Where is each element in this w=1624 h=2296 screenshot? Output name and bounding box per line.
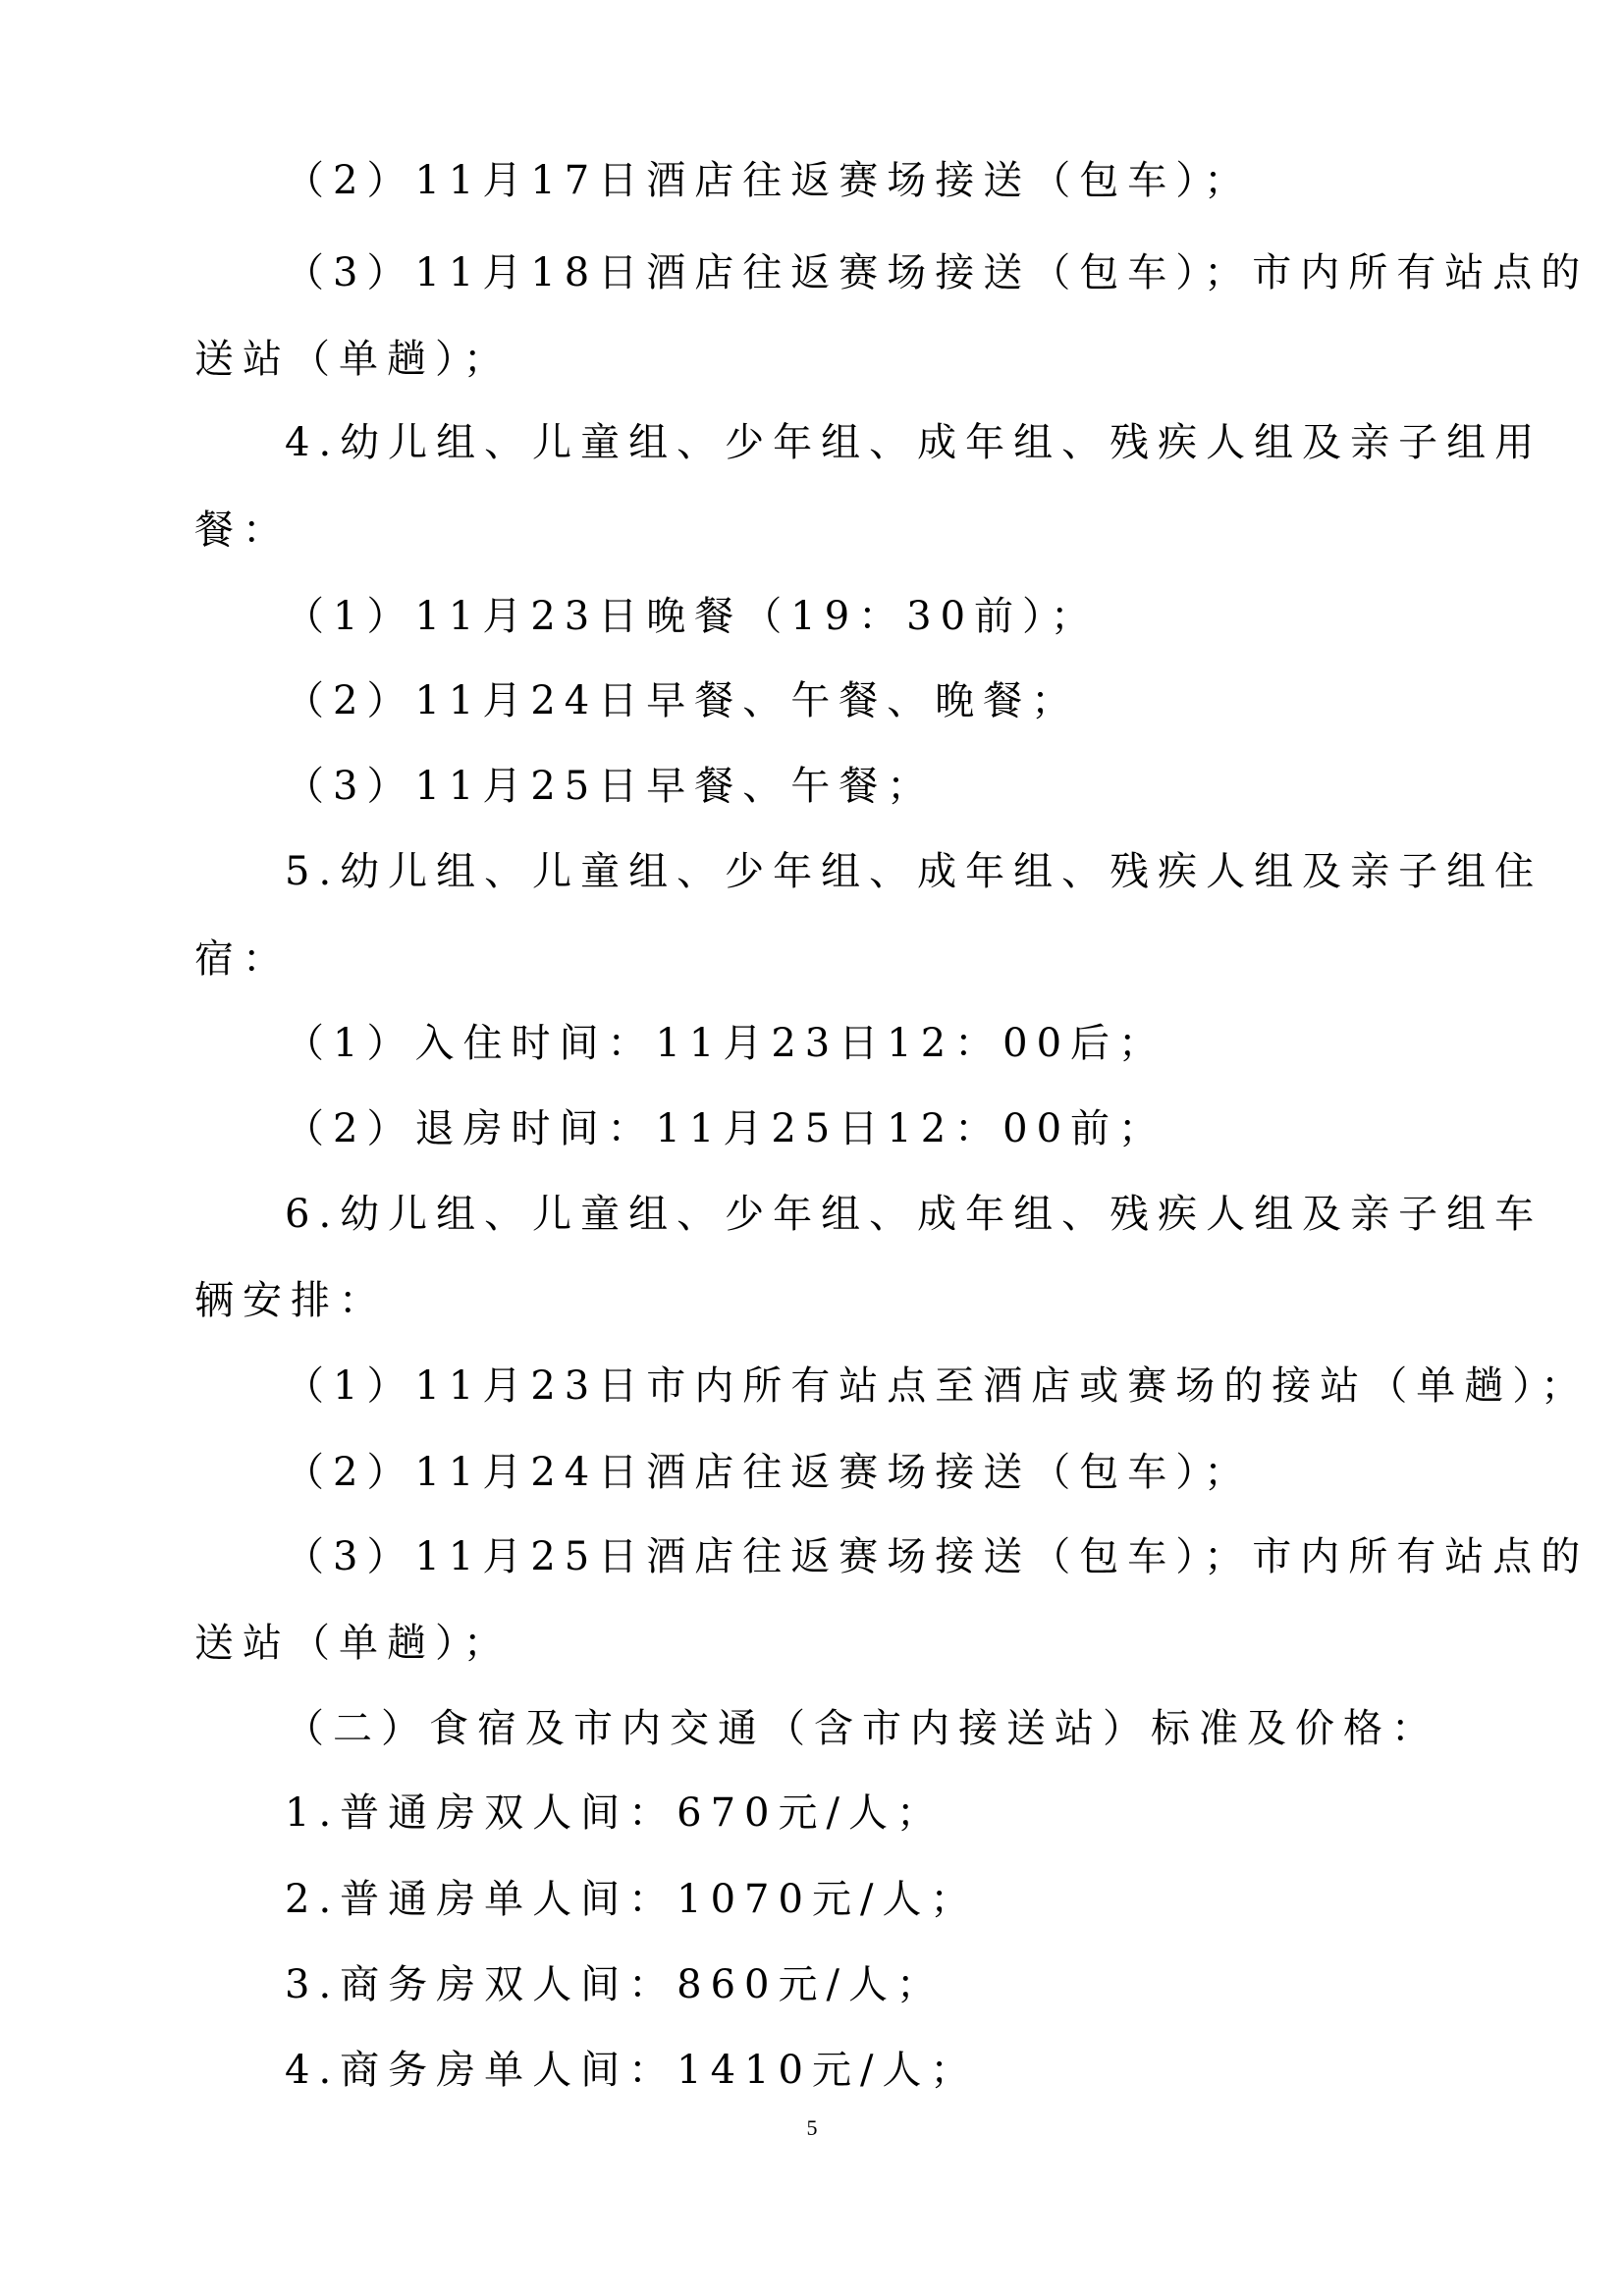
text-line: （1）入住时间：11月23日12：00后；: [285, 1021, 1167, 1066]
text-line: （1）11月23日市内所有站点至酒店或赛场的接站（单趟）；: [285, 1363, 1590, 1409]
text-line: 辆安排：: [194, 1278, 387, 1323]
text-line: 6.幼儿组、儿童组、少年组、成年组、残疾人组及亲子组车: [285, 1192, 1543, 1237]
text-line: 4.幼儿组、儿童组、少年组、成年组、残疾人组及亲子组用: [285, 420, 1543, 465]
text-line: （3）11月25日早餐、午餐；: [285, 764, 936, 809]
text-line: （3）11月25日酒店往返赛场接送（包车）；市内所有站点的: [285, 1534, 1590, 1579]
text-line: 送站（单趟）；: [194, 1621, 512, 1666]
text-line: （二）食宿及市内交通（含市内接送站）标准及价格：: [285, 1706, 1439, 1751]
text-line: 4.商务房单人间：1410元/人；: [285, 2048, 979, 2093]
text-line: （1）11月23日晚餐（19：30前）；: [285, 594, 1100, 639]
text-line: 送站（单趟）；: [194, 337, 512, 382]
text-line: 5.幼儿组、儿童组、少年组、成年组、残疾人组及亲子组住: [285, 849, 1543, 894]
text-line: 1.普通房双人间：670元/人；: [285, 1790, 945, 1836]
text-line: （3）11月18日酒店往返赛场接送（包车）；市内所有站点的: [285, 250, 1590, 295]
text-line: （2）11月24日酒店往返赛场接送（包车）；: [285, 1450, 1253, 1495]
text-line: 餐：: [194, 507, 291, 553]
text-line: 宿：: [194, 936, 291, 982]
text-line: （2）11月17日酒店往返赛场接送（包车）；: [285, 158, 1253, 203]
text-line: 3.商务房双人间：860元/人；: [285, 1962, 945, 2007]
page-number: 5: [806, 2115, 818, 2140]
text-line: （2）退房时间：11月25日12：00前；: [285, 1106, 1167, 1151]
text-line: （2）11月24日早餐、午餐、晚餐；: [285, 678, 1080, 723]
text-line: 2.普通房单人间：1070元/人；: [285, 1877, 979, 1922]
